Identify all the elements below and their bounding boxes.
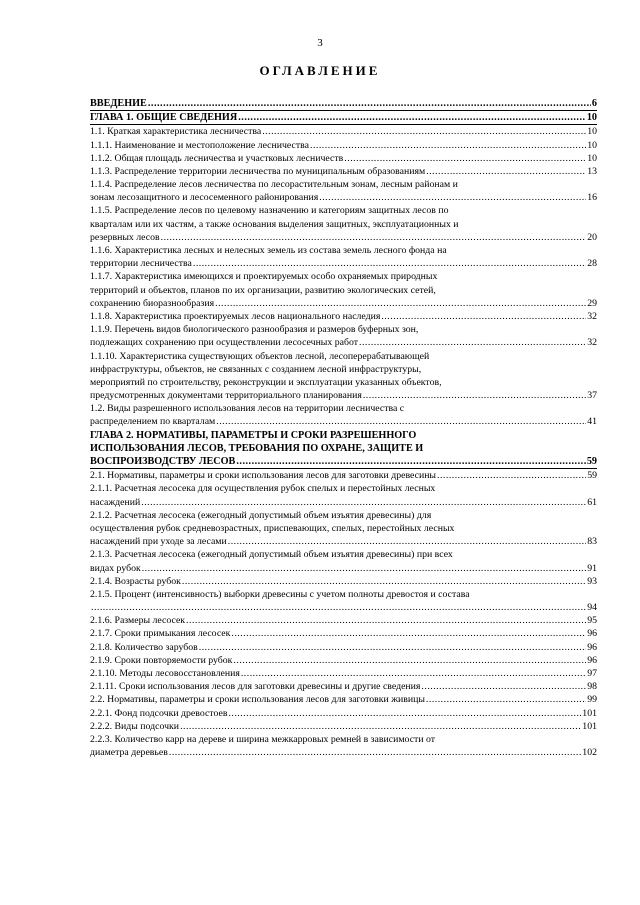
dot-leader [182, 575, 586, 588]
toc-page-number: 29 [587, 297, 597, 309]
toc-entry-text: кварталам или их частям, а также основания выделения защитных, эксплуатационных и [90, 218, 459, 230]
toc-entry-text: резервных лесов [90, 231, 160, 243]
toc-entry [90, 641, 597, 654]
toc-entry-text: 2.1.6. Размеры лесосек [90, 615, 186, 627]
dot-leader [262, 125, 586, 138]
dot-leader [169, 746, 581, 759]
toc-page-number: 10 [587, 152, 597, 164]
toc-page-number: 41 [587, 416, 597, 428]
toc-page-number: 10 [586, 112, 597, 124]
dot-leader [421, 680, 586, 693]
toc-entry-text: 2.1.10. Методы лесовосстановления [90, 668, 240, 680]
dot-leader [180, 720, 581, 733]
toc-entry-text: 2.1.4. Возрасты рубок [90, 575, 181, 587]
dot-leader [426, 165, 586, 178]
toc-entry-text: 1.1.2. Общая площадь лесничества и участковых лесничеств [90, 152, 344, 164]
dot-leader [426, 693, 586, 706]
toc-entry [90, 548, 597, 574]
toc-page-number: 102 [582, 747, 597, 759]
toc-entry-text: видах рубок [90, 562, 141, 574]
toc-entry-text: насаждений при уходе за лесами [90, 536, 227, 548]
toc-page-number: 94 [587, 602, 597, 614]
toc-page-number: 59 [587, 470, 597, 482]
toc-entry [90, 244, 597, 270]
toc-entry [90, 482, 597, 508]
toc-entry-text: осуществления рубок средневозрастных, приспевающих, спелых, перестойных лесных [90, 522, 455, 534]
toc-page-number: 13 [587, 165, 597, 177]
toc-page-number: 99 [587, 694, 597, 706]
toc-entry [90, 733, 597, 759]
toc-page-number: 32 [587, 310, 597, 322]
dot-leader [241, 667, 586, 680]
toc-page-number: 32 [587, 337, 597, 349]
toc-entry [90, 429, 597, 470]
toc-page-number: 96 [587, 641, 597, 653]
toc-entry [90, 125, 597, 138]
toc-entry [90, 139, 597, 152]
dot-leader [363, 389, 586, 402]
table-of-contents [90, 97, 597, 759]
dot-leader [193, 257, 586, 270]
toc-page-number: 10 [587, 139, 597, 151]
toc-page-number: 6 [591, 97, 597, 109]
toc-page-number: 96 [587, 628, 597, 640]
dot-leader [359, 336, 586, 349]
toc-entry [90, 667, 597, 680]
toc-entry-text: диаметра деревьев [90, 747, 168, 759]
toc-entry-text: 2.1.2. Расчетная лесосека (ежегодный допустимый объем изъятия древесины) для [90, 509, 432, 521]
toc-entry-text: 2.1.7. Сроки примыкания лесосек [90, 628, 231, 640]
dot-leader [310, 139, 586, 152]
toc-entry [90, 402, 597, 428]
dot-leader [215, 297, 586, 310]
toc-entry-text: 2.1.1. Расчетная лесосека для осуществления рубок спелых и перестойных лесных [90, 483, 436, 495]
toc-entry [90, 469, 597, 482]
toc-entry [90, 97, 597, 111]
toc-page-number: 101 [582, 720, 597, 732]
dot-leader [236, 455, 585, 468]
toc-title: ОГЛАВЛЕНИЕ [259, 63, 381, 78]
page-number: 3 [317, 37, 323, 49]
toc-entry-text: 1.1.1. Наименование и местоположение лесничества [90, 139, 309, 151]
toc-entry-text: 1.1.10. Характеристика существующих объектов лесной, лесоперерабатывающей [90, 350, 430, 362]
toc-page-number: 61 [587, 496, 597, 508]
toc-entry-text: 1.1. Краткая характеристика лесничества [90, 126, 262, 138]
toc-entry-text: распределением по кварталам [90, 416, 216, 428]
toc-entry [90, 270, 597, 310]
toc-entry [90, 350, 597, 403]
dot-leader [228, 707, 581, 720]
toc-entry-text: 1.1.3. Распределение территории лесничества по муниципальным образованиям [90, 165, 426, 177]
toc-entry [90, 165, 597, 178]
toc-page-number: 96 [587, 654, 597, 666]
dot-leader [141, 496, 586, 509]
toc-page-number: 91 [587, 562, 597, 574]
toc-page-number: 97 [587, 668, 597, 680]
toc-entry [90, 323, 597, 349]
toc-entry [90, 707, 597, 720]
toc-entry-text: территории лесничества [90, 258, 192, 270]
dot-leader [319, 191, 586, 204]
toc-entry [90, 628, 597, 641]
toc-entry [90, 111, 597, 125]
dot-leader [216, 415, 586, 428]
dot-leader [199, 641, 586, 654]
toc-entry [90, 588, 597, 614]
toc-entry [90, 654, 597, 667]
toc-entry-text: 2.1.8. Количество зарубов [90, 641, 198, 653]
dot-leader [161, 231, 587, 244]
toc-entry-text: 2.1.9. Сроки повторяемости рубок [90, 654, 233, 666]
toc-entry-text: территорий и объектов, планов по их организации, развитию экологических сетей, [90, 284, 436, 296]
toc-entry-text: ГЛАВА 1. ОБЩИЕ СВЕДЕНИЯ [90, 112, 238, 124]
toc-entry-text: ГЛАВА 2. НОРМАТИВЫ, ПАРАМЕТРЫ И СРОКИ РАЗРЕШЕННОГО [90, 429, 417, 441]
toc-entry-text: 2.2.2. Виды подсочки [90, 720, 180, 732]
toc-page-number: 37 [587, 390, 597, 402]
toc-entry-text: 1.1.4. Распределение лесов лесничества по лесорастительным зонам, лесным районам и [90, 179, 458, 191]
toc-page-number: 28 [587, 258, 597, 270]
dot-leader [437, 469, 586, 482]
dot-leader [142, 562, 586, 575]
toc-page-number: 83 [587, 536, 597, 548]
dot-leader [91, 601, 586, 614]
toc-page-number: 16 [587, 192, 597, 204]
toc-entry-text: насаждений [90, 496, 141, 508]
toc-entry-text: зонам лесозащитного и лесосеменного районирования [90, 192, 319, 204]
toc-entry-text: подлежащих сохранению при осуществлении лесосечных работ [90, 337, 359, 349]
toc-entry [90, 509, 597, 549]
toc-entry [90, 720, 597, 733]
toc-page-number: 98 [587, 681, 597, 693]
toc-entry [90, 205, 597, 245]
toc-entry-text: ИСПОЛЬЗОВАНИЯ ЛЕСОВ, ТРЕБОВАНИЯ ПО ОХРАНЕ, ЗАЩИТЕ И [90, 442, 424, 454]
dot-leader [231, 627, 586, 640]
toc-entry-text: 2.1.11. Сроки использования лесов для заготовки древесины и другие сведения [90, 681, 421, 693]
toc-page-number: 20 [587, 231, 597, 243]
toc-entry [90, 614, 597, 627]
toc-entry-text: 2.1.5. Процент (интенсивность) выборки древесины с учетом полноты древостоя и состава [90, 588, 470, 600]
toc-entry-text: 1.1.7. Характеристика имеющихся и проектируемых особо охраняемых природных [90, 271, 438, 283]
toc-entry-text: 1.1.6. Характеристика лесных и нелесных земель из состава земель лесного фонда на [90, 245, 447, 257]
toc-entry-text: предусмотренных документами территориального планирования [90, 390, 362, 402]
toc-entry-text: 2.1. Нормативы, параметры и сроки использования лесов для заготовки древесины [90, 470, 437, 482]
toc-entry-text: 1.1.8. Характеристика проектируемых лесов национального наследия [90, 310, 381, 322]
toc-entry-text: сохранению биоразнообразия [90, 297, 215, 309]
toc-page-number: 93 [587, 575, 597, 587]
toc-entry-text: 1.1.5. Распределение лесов по целевому назначению и категориям защитных лесов по [90, 205, 449, 217]
toc-entry [90, 152, 597, 165]
toc-entry-text: 2.2.3. Количество карр на дереве и ширина межкарровых ремней в зависимости от [90, 733, 436, 745]
toc-entry-text: ВВЕДЕНИЕ [90, 97, 147, 109]
toc-entry [90, 178, 597, 204]
toc-entry-text: мероприятий по строительству, реконструкции и эксплуатации указанных объектов, [90, 376, 442, 388]
toc-page-number: 10 [587, 126, 597, 138]
toc-entry-text: 2.2. Нормативы, параметры и сроки использования лесов для заготовки живицы [90, 694, 425, 706]
toc-entry-text: 1.1.9. Перечень видов биологического разнообразия и размеров буферных зон, [90, 324, 419, 336]
toc-entry [90, 693, 597, 706]
toc-page-number: 95 [587, 615, 597, 627]
toc-entry-text: ВОСПРОИЗВОДСТВУ ЛЕСОВ [90, 456, 236, 468]
dot-leader [233, 654, 586, 667]
dot-leader [186, 614, 586, 627]
dot-leader [344, 152, 586, 165]
toc-entry-text: 1.2. Виды разрешенного использования лесов на территории лесничества с [90, 403, 405, 415]
toc-page-number: 59 [586, 456, 597, 468]
toc-entry-text: инфраструктуры, объектов, не связанных с созданием лесной инфраструктуры, [90, 363, 422, 375]
toc-entry-text: 2.1.3. Расчетная лесосека (ежегодный допустимый объем изъятия древесины) при всех [90, 549, 453, 561]
dot-leader [148, 97, 591, 110]
toc-page-number: 101 [582, 707, 597, 719]
dot-leader [238, 111, 586, 124]
dot-leader [381, 310, 586, 323]
toc-entry-text: 2.2.1. Фонд подсочки древостоев [90, 707, 228, 719]
dot-leader [228, 535, 586, 548]
toc-entry [90, 575, 597, 588]
toc-entry [90, 680, 597, 693]
toc-entry [90, 310, 597, 323]
